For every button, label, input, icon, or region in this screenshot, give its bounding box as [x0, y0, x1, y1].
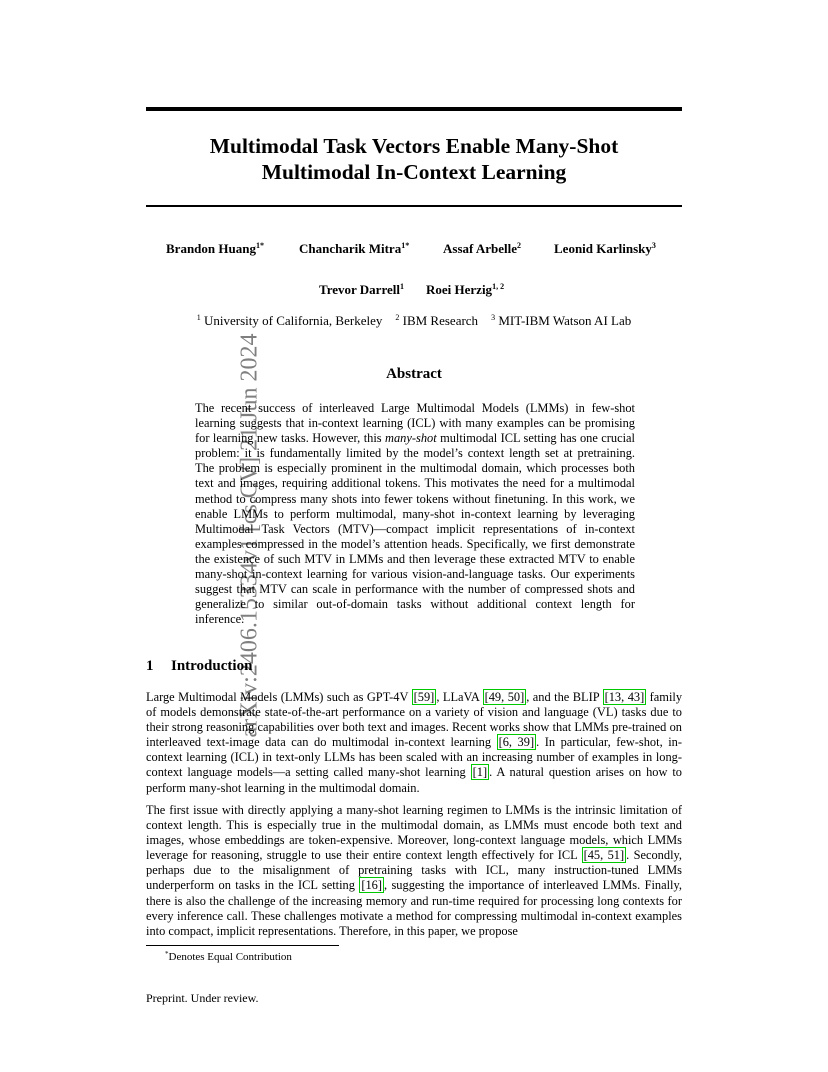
section-title: Introduction [171, 658, 253, 674]
author-1 [166, 241, 264, 257]
title-line-2: Multimodal In-Context Learning [261, 160, 567, 184]
intro-paragraph-2 [146, 803, 682, 939]
citation-link[interactable]: [59] [413, 690, 435, 704]
author-name: Assaf Arbelle [443, 241, 518, 256]
paragraph-text: The first issue with directly applying a many-shot learning regimen to LMMs is the intrinsic limitation of context length. This is especially true in the multimodal domain, as LMMs must encode both text and images, whose embeddings are token-expensive. Moreover, long-context language models, which LMMs leverage for reasoning, struggle to use their entire context length effectively for ICL [146, 803, 682, 863]
affiliation-sup: 1 [196, 313, 201, 322]
author-name: Roei Herzig [426, 282, 493, 297]
section-number: 1 [146, 658, 154, 674]
footnote [165, 950, 292, 963]
paragraph-text: , and the BLIP [526, 690, 603, 704]
citation-link[interactable]: [16] [361, 878, 382, 893]
author-4 [554, 241, 656, 257]
abstract-text: multimodal ICL setting has one crucial problem: it is fundamentally limited by the model’s context length set at pretraining. The problem is especially prominent in the multimodal domain, which processes both text and images, requiring additional tokens. This motivates the need for a multimodal method to compress many shots into fewer tokens without finetuning. In this work, we enable LMMs to perform multimodal, many-shot in-context learning by leveraging Multimodal Task Vectors (MTV)—compact implicit representations of in-context examples compressed in the model’s attention heads. Specifically, we first demonstrate the existence of such MTV in LMMs and then leverage these extracted MTV to enable many-shot in-context learning for various vision-and-language tasks. Our experiments suggest that MTV can scale in performance with the number of compressed shots and generalize to similar out-of-domain tasks without additional context length for inference. [195, 431, 635, 627]
citation-link[interactable]: [13, 43] [604, 690, 645, 704]
title-bottom-rule [146, 205, 682, 207]
paragraph-text: . A natural question arises on how to perform many-shot learning in the multimodal domain. [146, 765, 682, 795]
paragraph-text: family of models demonstrate state-of-the-art performance on a variety of vision and language (VL) tasks due to their strong reasoning capabilities over both text and images. Recent works show that LMMs pre-trained on interleaved text-image data can do multimodal in-context learning [146, 690, 683, 750]
paragraph-text: , LLaVA [436, 690, 483, 704]
citation-link[interactable]: [6, 39] [498, 735, 535, 750]
paragraph-text: . In particular, few-shot, in-context learning (ICL) in text-only LLMs has been scaled with an increasing number of examples in long-context language models—a setting called many-shot learning [146, 735, 682, 780]
abstract-emphasis: many-shot [385, 431, 437, 446]
abstract-text: The recent success of interleaved Large Multimodal Models (LMMs) in few-shot learning suggests that in-context learning (ICL) with many examples can be promising for learning new tasks. However, this [195, 401, 635, 446]
author-sup: 1, 2 [492, 282, 505, 291]
paragraph-text: Large Multimodal Models (LMMs) such as GPT-4V [146, 690, 412, 704]
paragraph-text: . Secondly, perhaps due to the misalignment of pretraining tasks with ICL, many instruction-tuned LMMs underperform on tasks in the ICL setting [146, 848, 682, 893]
affiliation-sup: 3 [491, 313, 496, 322]
section-heading [146, 658, 252, 675]
affiliations [146, 313, 682, 329]
title-top-rule [146, 107, 682, 111]
affiliation-2: IBM Research [402, 313, 479, 328]
arxiv-identifier: arXiv:2406.15334v1 [cs.CV] 21 Jun 2024 [236, 333, 263, 738]
citation-link[interactable]: [49, 50] [484, 690, 525, 704]
author-5 [319, 282, 404, 298]
preprint-footer: Preprint. Under review. [146, 991, 259, 1005]
affiliation-sup: 2 [395, 313, 400, 322]
footnote-mark: * [165, 950, 169, 958]
intro-paragraph-1 [146, 690, 682, 796]
affiliation-1: University of California, Berkeley [204, 313, 383, 328]
author-sup: 3 [651, 241, 656, 250]
author-sup: 1 [399, 282, 404, 291]
abstract-body [195, 401, 635, 627]
paper-title [146, 133, 682, 185]
author-sup: 1* [255, 241, 264, 250]
author-6 [426, 282, 504, 298]
citation-link[interactable]: [45, 51] [583, 848, 625, 863]
author-name: Brandon Huang [166, 241, 256, 256]
footnote-text: Denotes Equal Contribution [168, 951, 292, 963]
author-sup: 2 [517, 241, 522, 250]
author-name: Trevor Darrell [319, 282, 400, 297]
author-name: Chancharik Mitra [299, 241, 402, 256]
abstract-heading: Abstract [386, 366, 442, 382]
affiliation-3: MIT-IBM Watson AI Lab [498, 313, 632, 328]
citation-link[interactable]: [1] [472, 765, 488, 780]
author-2 [299, 241, 409, 257]
author-sup: 1* [401, 241, 410, 250]
footnote-rule [146, 945, 339, 946]
author-3 [443, 241, 521, 257]
title-line-1: Multimodal Task Vectors Enable Many-Shot [209, 134, 619, 158]
author-name: Leonid Karlinsky [554, 241, 652, 256]
paragraph-text: , suggesting the importance of interleaved LMMs. Finally, there is also the challenge of the increasing memory and run-time required for processing long contexts for every inference call. These challenges motivate a method for compressing multimodal in-context examples into compact, implicit representations. Therefore, in this paper, we propose [146, 878, 682, 938]
